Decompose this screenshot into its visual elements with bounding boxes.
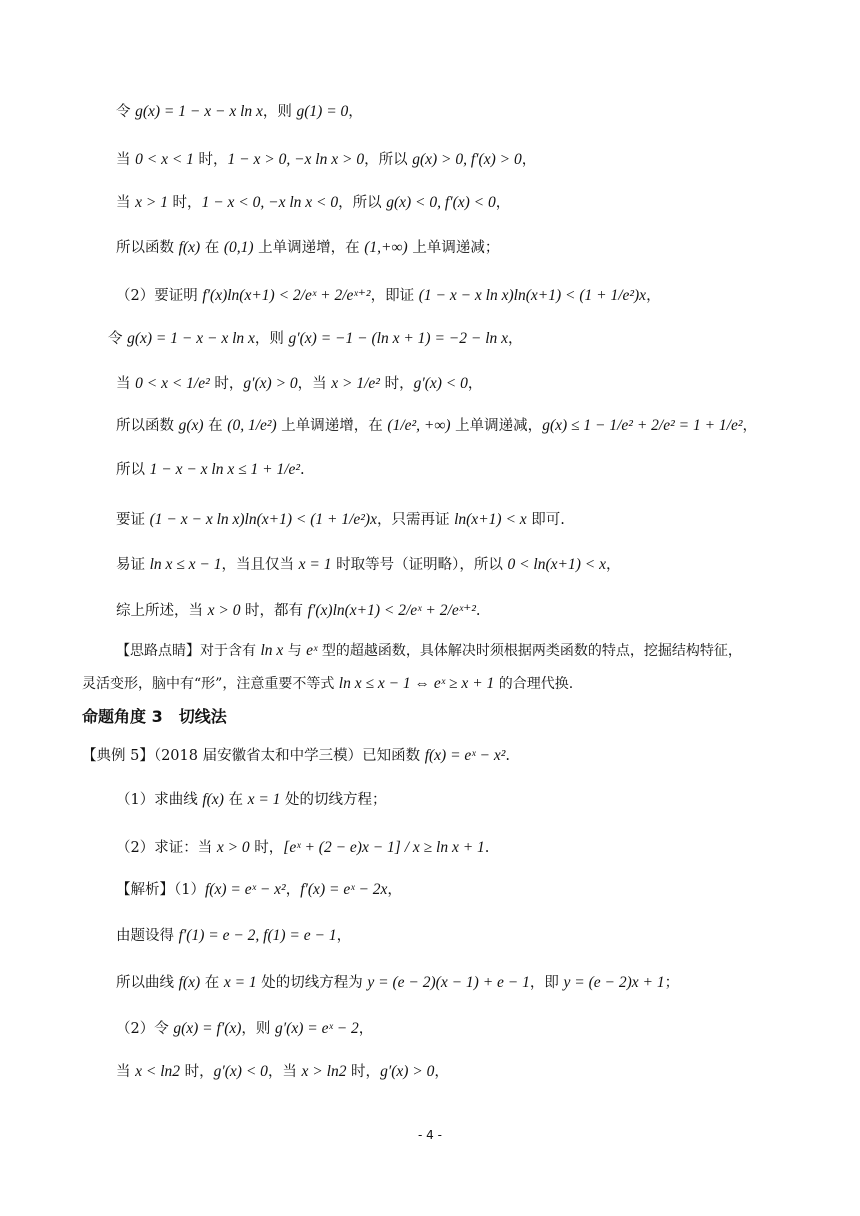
text-line-6: 令 g(x) = 1 − x − x ln x，则 g′(x) = −1 − (ln x + 1) = −2 − ln x， (108, 330, 523, 347)
text-line-4: 所以函数 f(x) 在 (0,1) 上单调递增，在 (1,+∞) 上单调递减； (116, 239, 500, 256)
page-number: - 4 - (418, 1128, 442, 1142)
text-line-1: 令 g(x) = 1 − x − x ln x，则 g(1) = 0， (116, 103, 363, 120)
text-line-3: 当 x > 1 时，1 − x < 0, −x ln x < 0，所以 g(x) < 0, f′(x) < 0， (116, 194, 511, 211)
text-line-2: 当 0 < x < 1 时，1 − x > 0, −x ln x > 0，所以 g(x) > 0, f′(x) > 0， (116, 151, 537, 168)
text-line-15: 【典例 5】（2018 届安徽省太和中学三模）已知函数 f(x) = eˣ − x². (82, 747, 511, 764)
text-line-14: 灵活变形，脑中有“形”，注意重要不等式 ln x ≤ x − 1 ⇔ eˣ ≥ x + 1 的合理代换. (82, 675, 574, 692)
text-line-12: 综上所述，当 x > 0 时，都有 f′(x)ln(x+1) < 2/eˣ + 2/eˣ⁺². (116, 602, 481, 619)
text-line-16: （1）求曲线 f(x) 在 x = 1 处的切线方程； (116, 791, 387, 808)
text-line-21: （2）令 g(x) = f′(x)，则 g′(x) = eˣ − 2， (116, 1020, 374, 1037)
text-line-7: 当 0 < x < 1/e² 时，g′(x) > 0，当 x > 1/e² 时，g′(x) < 0， (116, 375, 483, 392)
text-line-20: 所以曲线 f(x) 在 x = 1 处的切线方程为 y = (e − 2)(x − 1) + e − 1，即 y = (e − 2)x + 1； (116, 974, 680, 991)
text-line-19: 由题设得 f′(1) = e − 2, f(1) = e − 1， (116, 927, 352, 944)
text-line-10: 要证 (1 − x − x ln x)ln(x+1) < (1 + 1/e²)x，只需再证 ln(x+1) < x 即可. (116, 511, 565, 528)
text-line-9: 所以 1 − x − x ln x ≤ 1 + 1/e². (116, 461, 305, 478)
text-line-22: 当 x < ln2 时，g′(x) < 0，当 x > ln2 时，g′(x) > 0， (116, 1063, 449, 1080)
text-line-18: 【解析】（1）f(x) = eˣ − x²，f′(x) = eˣ − 2x， (116, 881, 402, 898)
text-line-11: 易证 ln x ≤ x − 1，当且仅当 x = 1 时取等号（证明略），所以 0 < ln(x+1) < x， (116, 556, 621, 573)
section-heading: 命题角度 3 切线法 (82, 707, 227, 726)
text-line-13: 【思路点睛】对于含有 ln x 与 eˣ 型的超越函数，具体解决时须根据两类函数的特点，挖掘结构特征， (116, 642, 742, 659)
text-line-8: 所以函数 g(x) 在 (0, 1/e²) 上单调递增，在 (1/e², +∞) 上单调递减，g(x) ≤ 1 − 1/e² + 2/e² = 1 + 1/e²， (116, 417, 757, 434)
text-line-5: （2）要证明 f′(x)ln(x+1) < 2/eˣ + 2/eˣ⁺²，即证 (1 − x − x ln x)ln(x+1) < (1 + 1/e²)x， (116, 287, 661, 304)
text-line-17: （2）求证：当 x > 0 时，[eˣ + (2 − e)x − 1] / x ≥ ln x + 1. (116, 839, 490, 856)
